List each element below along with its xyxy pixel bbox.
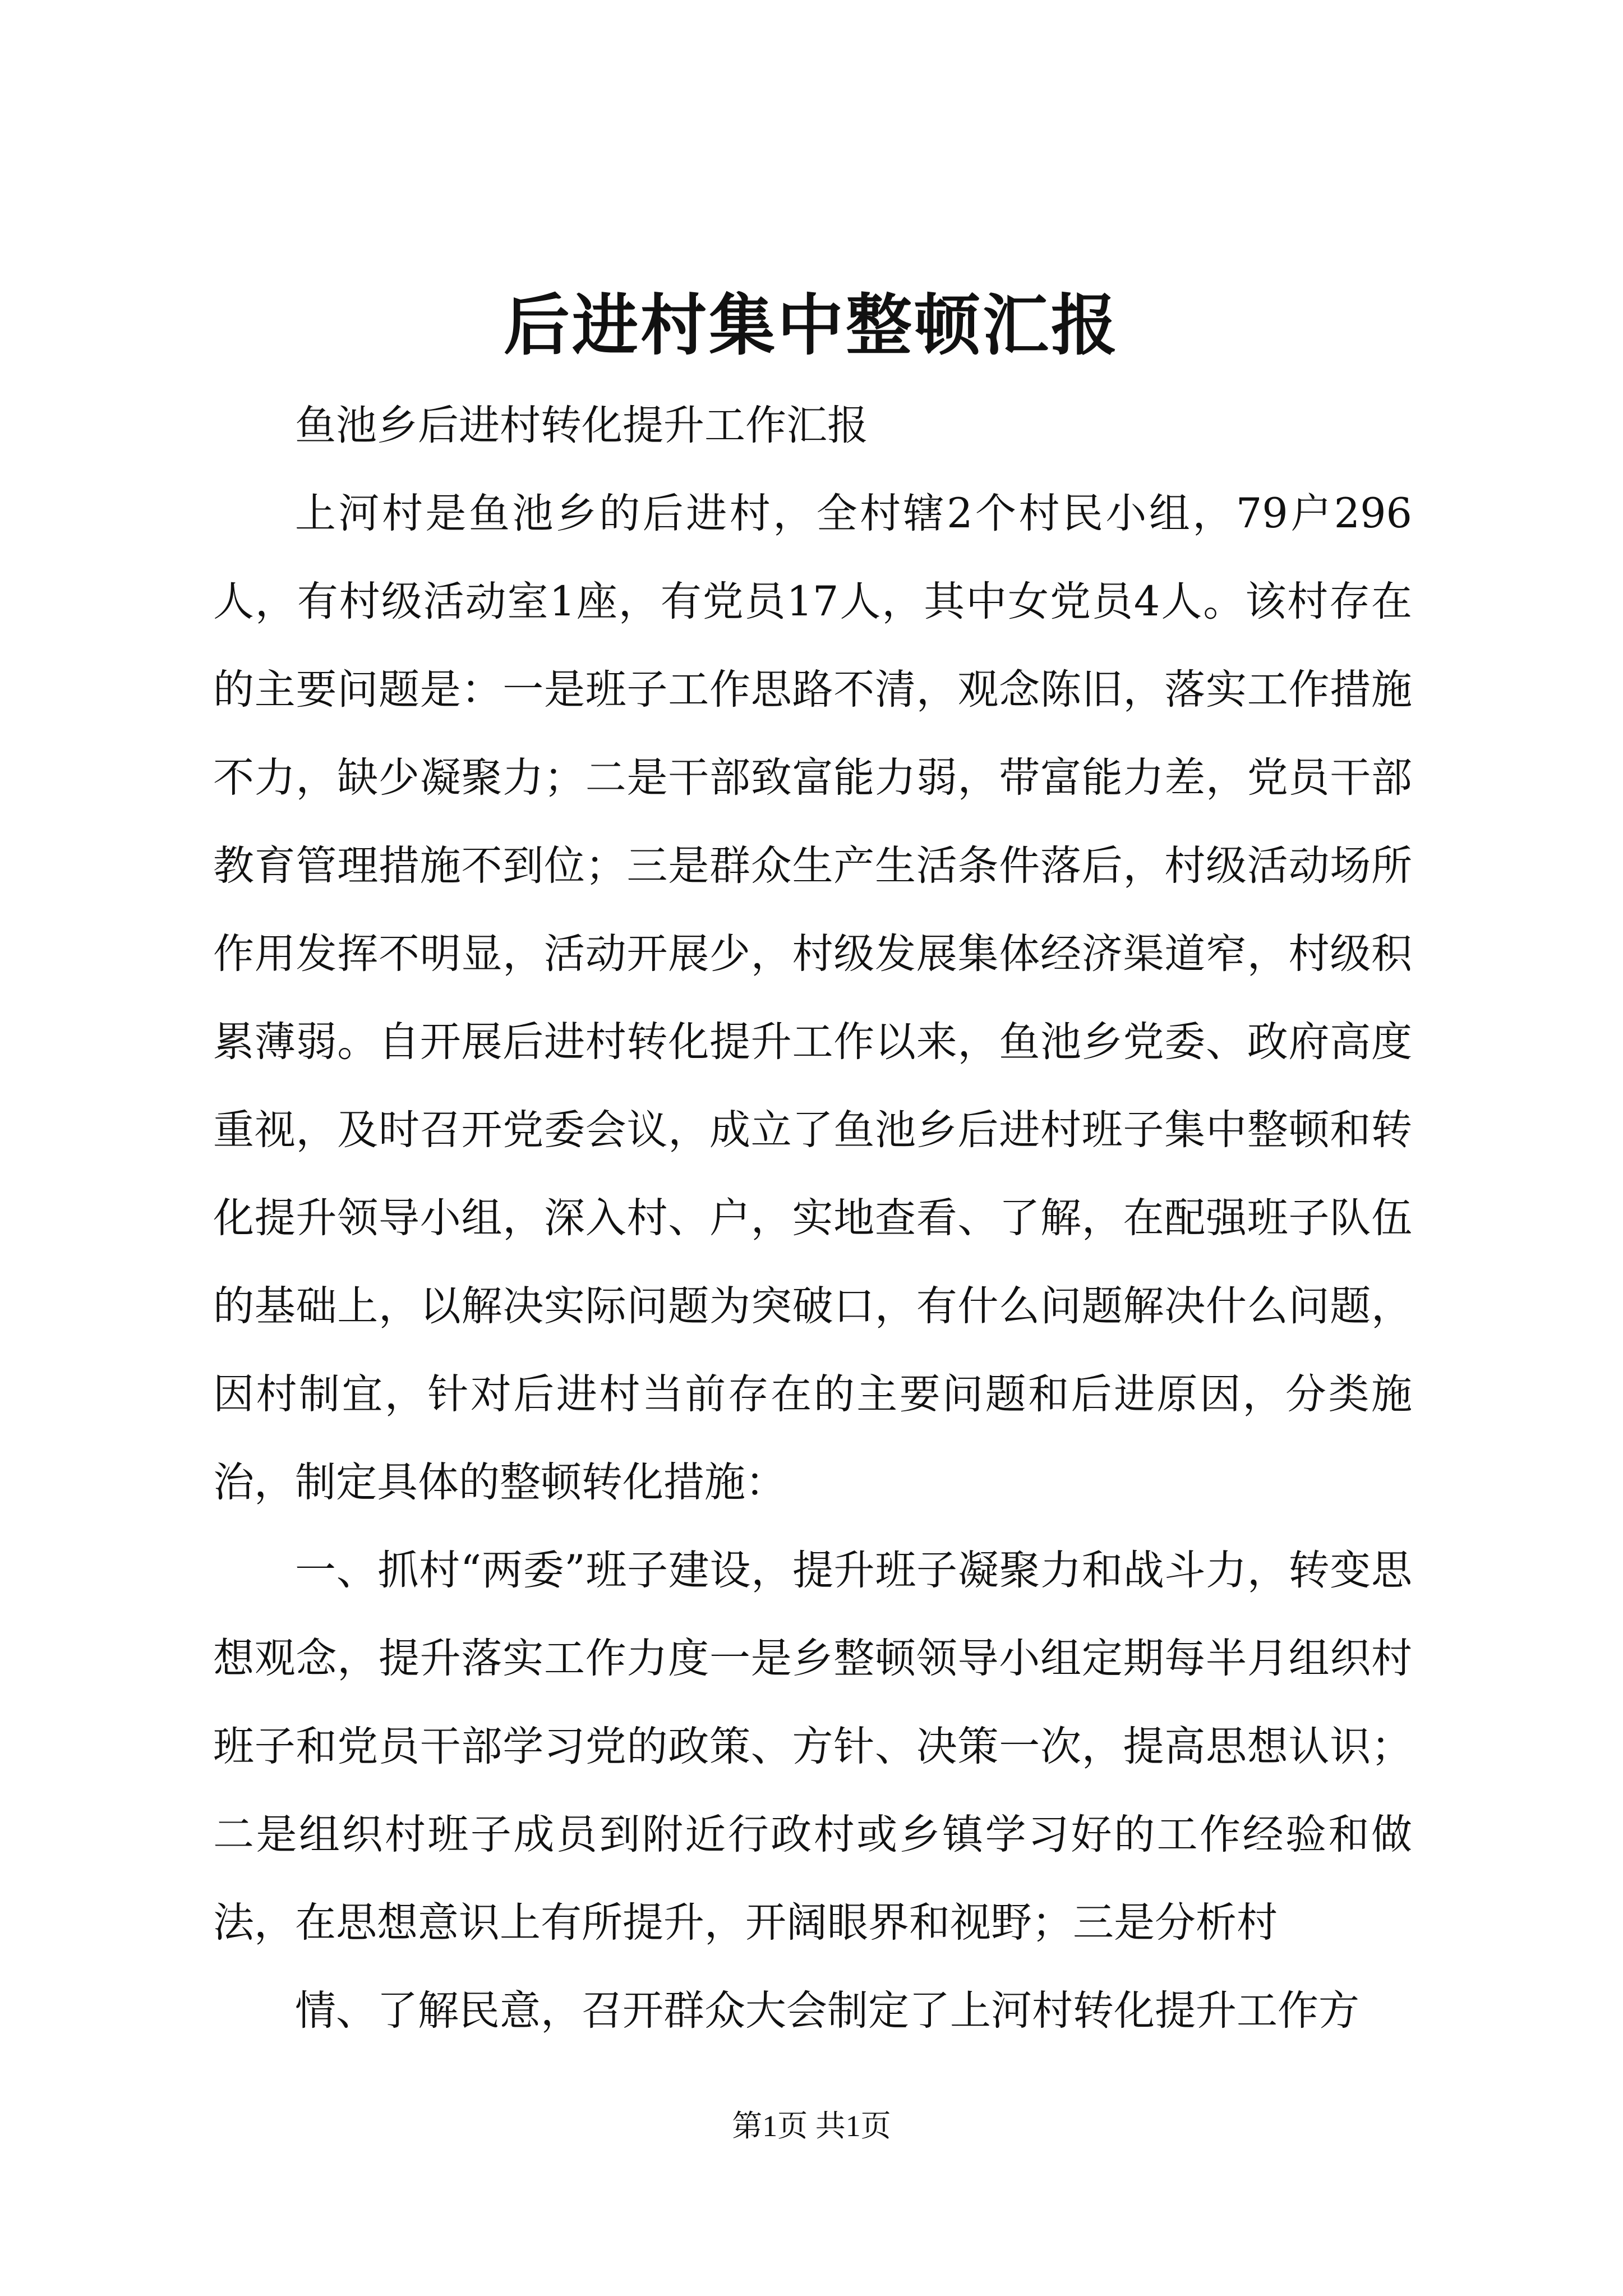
page-footer: 第1页 共1页: [732, 2109, 891, 2143]
measure-one-paragraph: 一、抓村“两委”班子建设，提升班子凝聚力和战斗力，转变思想观念，提升落实工作力度一是乡整顿领导小组定期每半月组织村班子和党员干部学习党的政策、方针、决策一次，提高思想认识；二是组织村班子成员到附近行政村或乡镇学习好的工作经验和做法，在思想意识上有所提升，开阔眼界和视野；三是分析村: [213, 1547, 1412, 1947]
document-body: [213, 381, 1412, 2055]
village-overview-paragraph: 上河村是鱼池乡的后进村，全村辖2个村民小组，79户296人，有村级活动室1座，有党员17人，其中女党员4人。该村存在的主要问题是：一是班子工作思路不清，观念陈旧，落实工作措施不力，缺少凝聚力；二是干部致富能力弱，带富能力差，党员干部教育管理措施不到位；三是群众生产生活条件落后，村级活动场所作用发挥不明显，活动开展少，村级发展集体经济渠道窄，村级积累薄弱。自开展后进村转化提升工作以来，鱼池乡党委、政府高度重视，及时召开党委会议，成立了鱼池乡后进村班子集中整顿和转化提升领导小组，深入村、户，实地查看、了解，在配强班子队伍的基础上，以解决实际问题为突破口，有什么问题解决什么问题，因村制宜，针对后进村当前存在的主要问题和后进原因，分类施治，制定具体的整顿转化措施：: [213, 490, 1412, 1506]
document-title: 后进村集中整顿汇报: [503, 286, 1119, 364]
continuation-paragraph: 情、了解民意，召开群众大会制定了上河村转化提升工作方: [295, 1987, 1359, 2035]
report-subtitle-paragraph: 鱼池乡后进村转化提升工作汇报: [295, 402, 868, 449]
